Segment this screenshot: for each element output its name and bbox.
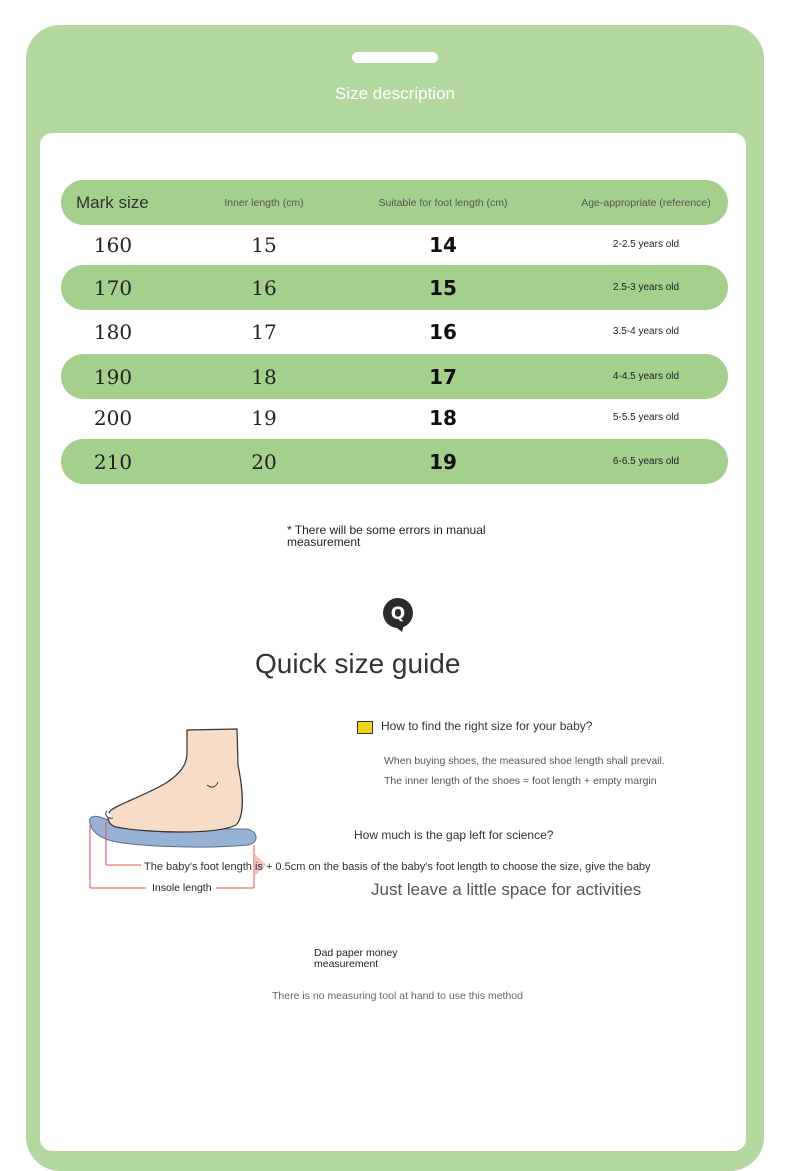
cell-mark: 200: [93, 405, 133, 430]
header-age: Age-appropriate (reference): [581, 196, 711, 209]
page-title: Size description: [334, 84, 455, 103]
cell-mark: 170: [93, 275, 133, 300]
cell-foot: 16: [429, 319, 457, 344]
cell-foot: 18: [429, 405, 457, 430]
cell-inner: 18: [251, 364, 277, 389]
header-foot-length: Suitable for foot length (cm): [378, 196, 508, 209]
method-title: Dad paper money measurement: [314, 947, 398, 970]
top-handle: [352, 52, 438, 63]
table-row: [61, 354, 728, 399]
cell-age: 6-6.5 years old: [612, 456, 680, 467]
table-row: [61, 395, 728, 440]
cell-age: 2.5-3 years old: [612, 282, 680, 293]
cell-inner: 20: [251, 449, 277, 474]
answer-gap-detail: The baby's foot length is + 0.5cm on the basis of the baby's foot length to choose the size, give the baby: [144, 861, 651, 873]
question-gap: How much is the gap left for science?: [354, 828, 554, 842]
answer-inner-length-formula: The inner length of the shoes = foot length + empty margin: [384, 775, 657, 787]
foot-insole-illustration: [86, 725, 266, 900]
cell-inner: 15: [251, 232, 277, 257]
cell-foot: 17: [429, 364, 457, 389]
cell-age: 2-2.5 years old: [612, 239, 680, 250]
cell-foot: 19: [429, 449, 457, 474]
answer-space-activities: Just leave a little space for activities: [371, 880, 642, 899]
insole-length-label: Insole length: [152, 882, 212, 894]
question-right-size: How to find the right size for your baby?: [381, 719, 593, 733]
table-row: [61, 222, 728, 267]
header-inner-length: Inner length (cm): [224, 196, 304, 209]
table-row: [61, 439, 728, 484]
cell-age: 4-4.5 years old: [612, 371, 680, 382]
method-description: There is no measuring tool at hand to use this method: [272, 990, 523, 1002]
cell-age: 5-5.5 years old: [612, 412, 680, 423]
bullet-square-icon: [357, 721, 373, 734]
cell-age: 3.5-4 years old: [612, 326, 680, 337]
quick-guide-icon: [382, 598, 414, 632]
quick-guide-icon-letter: Q: [390, 604, 406, 624]
cell-mark: 210: [93, 449, 133, 474]
cell-mark: 160: [93, 232, 133, 257]
cell-inner: 19: [251, 405, 277, 430]
cell-mark: 190: [93, 364, 133, 389]
table-header: [61, 180, 728, 225]
cell-inner: 16: [251, 275, 277, 300]
table-row: [61, 309, 728, 354]
answer-shoe-length: When buying shoes, the measured shoe length shall prevail.: [384, 755, 665, 767]
measurement-note: * There will be some errors in manual measurement: [287, 523, 486, 549]
cell-foot: 14: [429, 232, 457, 257]
quick-guide-title: Quick size guide: [255, 648, 461, 679]
table-row: [61, 265, 728, 310]
header-mark-size: Mark size: [76, 192, 149, 212]
cell-mark: 180: [93, 319, 133, 344]
cell-inner: 17: [251, 319, 277, 344]
cell-foot: 15: [429, 275, 457, 300]
